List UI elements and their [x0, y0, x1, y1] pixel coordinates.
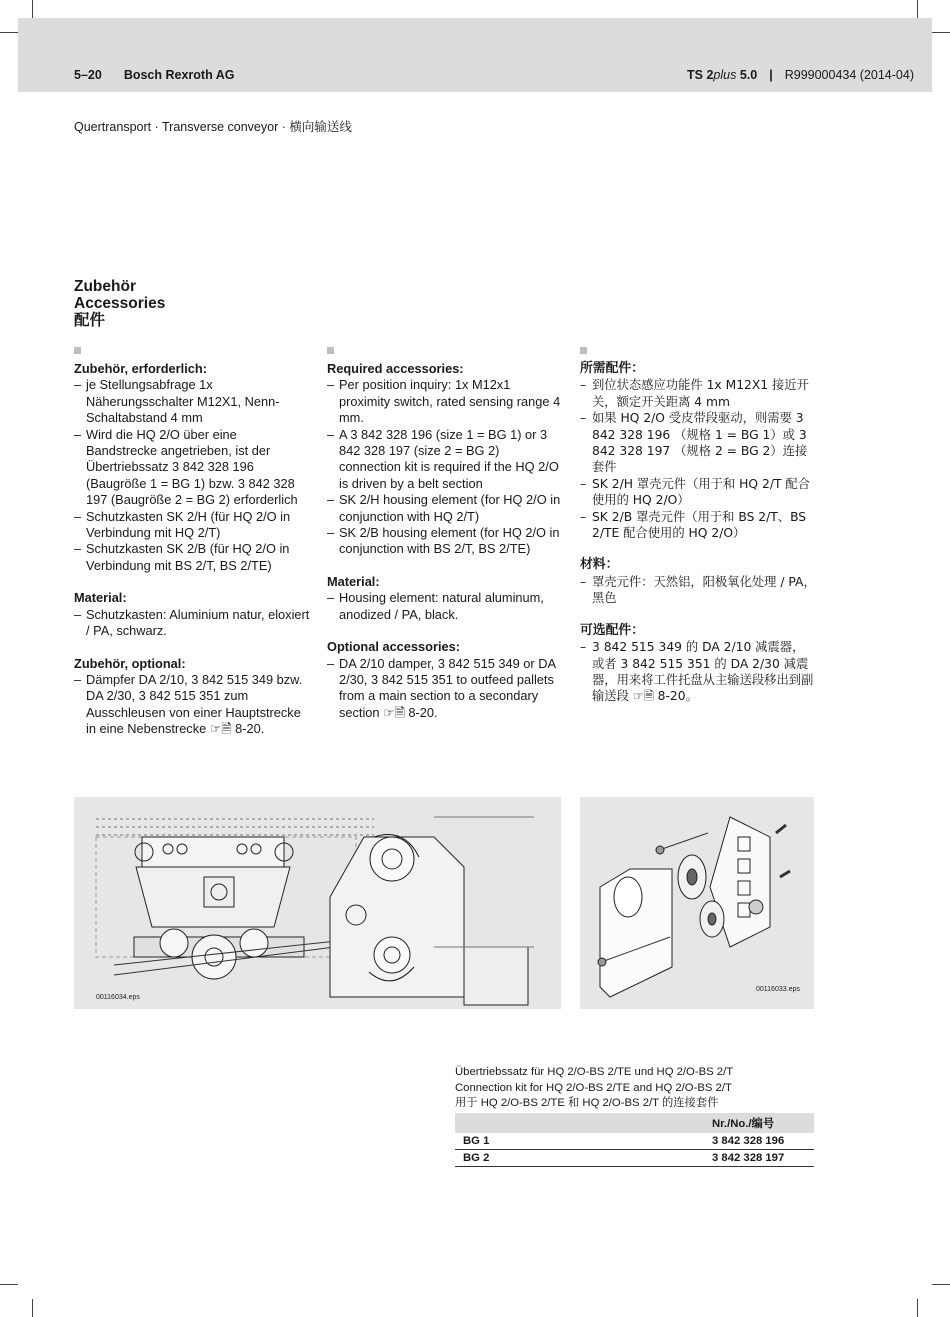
- crop-mark: [932, 1284, 950, 1285]
- list-item: – 3 842 515 349 的 DA 2/10 减震器，或者 3 842 515 351 的 DA 2/30 减震器，用来将工件托盘从主输送段移出到副输送段 ☞🗎 8-20。: [580, 639, 816, 705]
- optional-heading: Optional accessories:: [327, 639, 460, 655]
- list-item: – Housing element: natural aluminum, anodized / PA, black.: [327, 590, 563, 623]
- list-item: – Wird die HQ 2/O über eine Bandstrecke angetrieben, ist der Übertriebssatz 3 842 328 196 (Baugröße 1 = BG 1) bzw. 3 842 328 197 (Baugröße 2 = BG 2) erforderlich: [74, 427, 310, 509]
- row-number: 3 842 328 196: [704, 1133, 814, 1150]
- optional-list: [327, 656, 563, 722]
- table-row: [455, 1133, 814, 1150]
- optional-list: [580, 639, 816, 705]
- product-suffix: 5.0: [736, 68, 758, 82]
- section-title-de: Zubehör: [74, 278, 136, 295]
- crop-mark: [917, 1299, 918, 1317]
- table-caption-de: Übertriebssatz für HQ 2/O-BS 2/TE und HQ 2/O-BS 2/T: [455, 1066, 734, 1078]
- list-item: – 如果 HQ 2/O 受皮带段驱动，则需要 3 842 328 196 （规格 1 = BG 1）或 3 842 328 197 （规格 2 = BG 2）连接套件: [580, 410, 816, 476]
- section-title-en: Accessories: [74, 295, 166, 312]
- list-item: – SK 2/B 罩壳元件（用于和 BS 2/T、BS 2/TE 配合使用的 HQ 2/O）: [580, 509, 816, 542]
- crop-mark: [0, 32, 18, 33]
- bullet-square: [74, 347, 81, 354]
- crop-mark: [32, 1299, 33, 1317]
- crop-mark: [32, 0, 33, 18]
- required-heading: Required accessories:: [327, 361, 464, 376]
- exploded-drawing-svg: [580, 797, 814, 1009]
- material-list: [327, 590, 563, 623]
- material-heading: Material:: [327, 573, 380, 589]
- exploded-drawing: [580, 797, 814, 1009]
- material-list: [74, 607, 310, 640]
- list-item: – SK 2/H 罩壳元件（用于和 HQ 2/T 配合使用的 HQ 2/O）: [580, 476, 816, 509]
- list-item: – Schutzkasten SK 2/H (für HQ 2/O in Verbindung mit HQ 2/T): [74, 509, 310, 542]
- required-heading: 所需配件：: [580, 361, 644, 376]
- material-heading: Material:: [74, 590, 127, 606]
- crop-mark: [0, 1284, 18, 1285]
- page-number: 5–20: [74, 68, 102, 82]
- connection-kit-table: [455, 1113, 814, 1167]
- header-separator: |: [769, 68, 773, 82]
- page-header: [18, 18, 932, 92]
- section-title-zh: 配件: [74, 312, 106, 329]
- list-item: – 到位状态感应功能件 1x M12X1 接近开关，额定开关距离 4 mm: [580, 377, 816, 410]
- list-item: – SK 2/H housing element (for HQ 2/O in conjunction with HQ 2/T): [327, 492, 563, 525]
- table-header-number: Nr./No./编号: [704, 1113, 814, 1133]
- figure-caption: 00116034.eps: [96, 994, 140, 1001]
- required-list: [74, 377, 310, 574]
- column-chinese: [580, 347, 816, 705]
- header-left: [74, 68, 256, 82]
- table-header-row: [455, 1113, 814, 1133]
- optional-list: [74, 672, 310, 738]
- column-english: [327, 347, 563, 721]
- list-item: – 罩壳元件：天然铝，阳极氧化处理 / PA，黑色: [580, 574, 816, 607]
- row-label: BG 2: [455, 1150, 704, 1167]
- figure-caption: 00116033.eps: [756, 986, 800, 993]
- row-number: 3 842 328 197: [704, 1150, 814, 1167]
- crop-mark: [917, 0, 918, 18]
- required-list: [580, 377, 816, 541]
- list-item: – Schutzkasten: Aluminium natur, eloxiert / PA, schwarz.: [74, 607, 310, 640]
- list-item: – DA 2/10 damper, 3 842 515 349 or DA 2/30, 3 842 515 351 to outfeed pallets from a main section to a secondary section ☞🗎 8-20.: [327, 656, 563, 722]
- product-prefix: TS 2: [687, 68, 714, 82]
- header-right: [687, 68, 914, 82]
- breadcrumb: Quertransport · Transverse conveyor · 横向输送线: [74, 120, 352, 134]
- material-list: [580, 574, 816, 607]
- table-caption-zh: 用于 HQ 2/O-BS 2/TE 和 HQ 2/O-BS 2/T 的连接套件: [455, 1097, 719, 1109]
- list-item: – Dämpfer DA 2/10, 3 842 515 349 bzw. DA 2/30, 3 842 515 351 zum Ausschleusen von einer Hauptstrecke in eine Nebenstrecke ☞🗎 8-20.: [74, 672, 310, 738]
- row-label: BG 1: [455, 1133, 704, 1150]
- table-caption: [455, 1065, 733, 1112]
- conveyor-drawing: [74, 797, 561, 1009]
- table-row: [455, 1150, 814, 1167]
- column-german: [74, 347, 310, 738]
- list-item: – Per position inquiry: 1x M12x1 proximity switch, rated sensing range 4 mm.: [327, 377, 563, 426]
- material-heading: 材料：: [580, 557, 619, 573]
- bullet-square: [327, 347, 334, 354]
- list-item: – je Stellungsabfrage 1x Näherungsschalter M12X1, Nenn-Schaltabstand 4 mm: [74, 377, 310, 426]
- list-item: – SK 2/B housing element (for HQ 2/O in conjunction with BS 2/T, BS 2/TE): [327, 525, 563, 558]
- doc-number: R999000434 (2014-04): [784, 68, 914, 82]
- list-item: – A 3 842 328 196 (size 1 = BG 1) or 3 842 328 197 (size 2 = BG 2) connection kit is required if the HQ 2/O is driven by a belt section: [327, 427, 563, 493]
- required-heading: Zubehör, erforderlich:: [74, 361, 207, 376]
- conveyor-drawing-svg: [74, 797, 561, 1009]
- list-item: – Schutzkasten SK 2/B (für HQ 2/O in Verbindung mit BS 2/T, BS 2/TE): [74, 541, 310, 574]
- optional-heading: 可选配件：: [580, 622, 644, 638]
- table-header-empty: [455, 1113, 704, 1133]
- crop-mark: [932, 32, 950, 33]
- company-name: Bosch Rexroth AG: [123, 68, 235, 82]
- section-title: [74, 278, 165, 329]
- required-list: [327, 377, 563, 557]
- table-caption-en: Connection kit for HQ 2/O-BS 2/TE and HQ 2/O-BS 2/T: [455, 1081, 732, 1094]
- product-italic: plus: [713, 68, 737, 82]
- optional-heading: Zubehör, optional:: [74, 655, 186, 671]
- bullet-square: [580, 347, 587, 354]
